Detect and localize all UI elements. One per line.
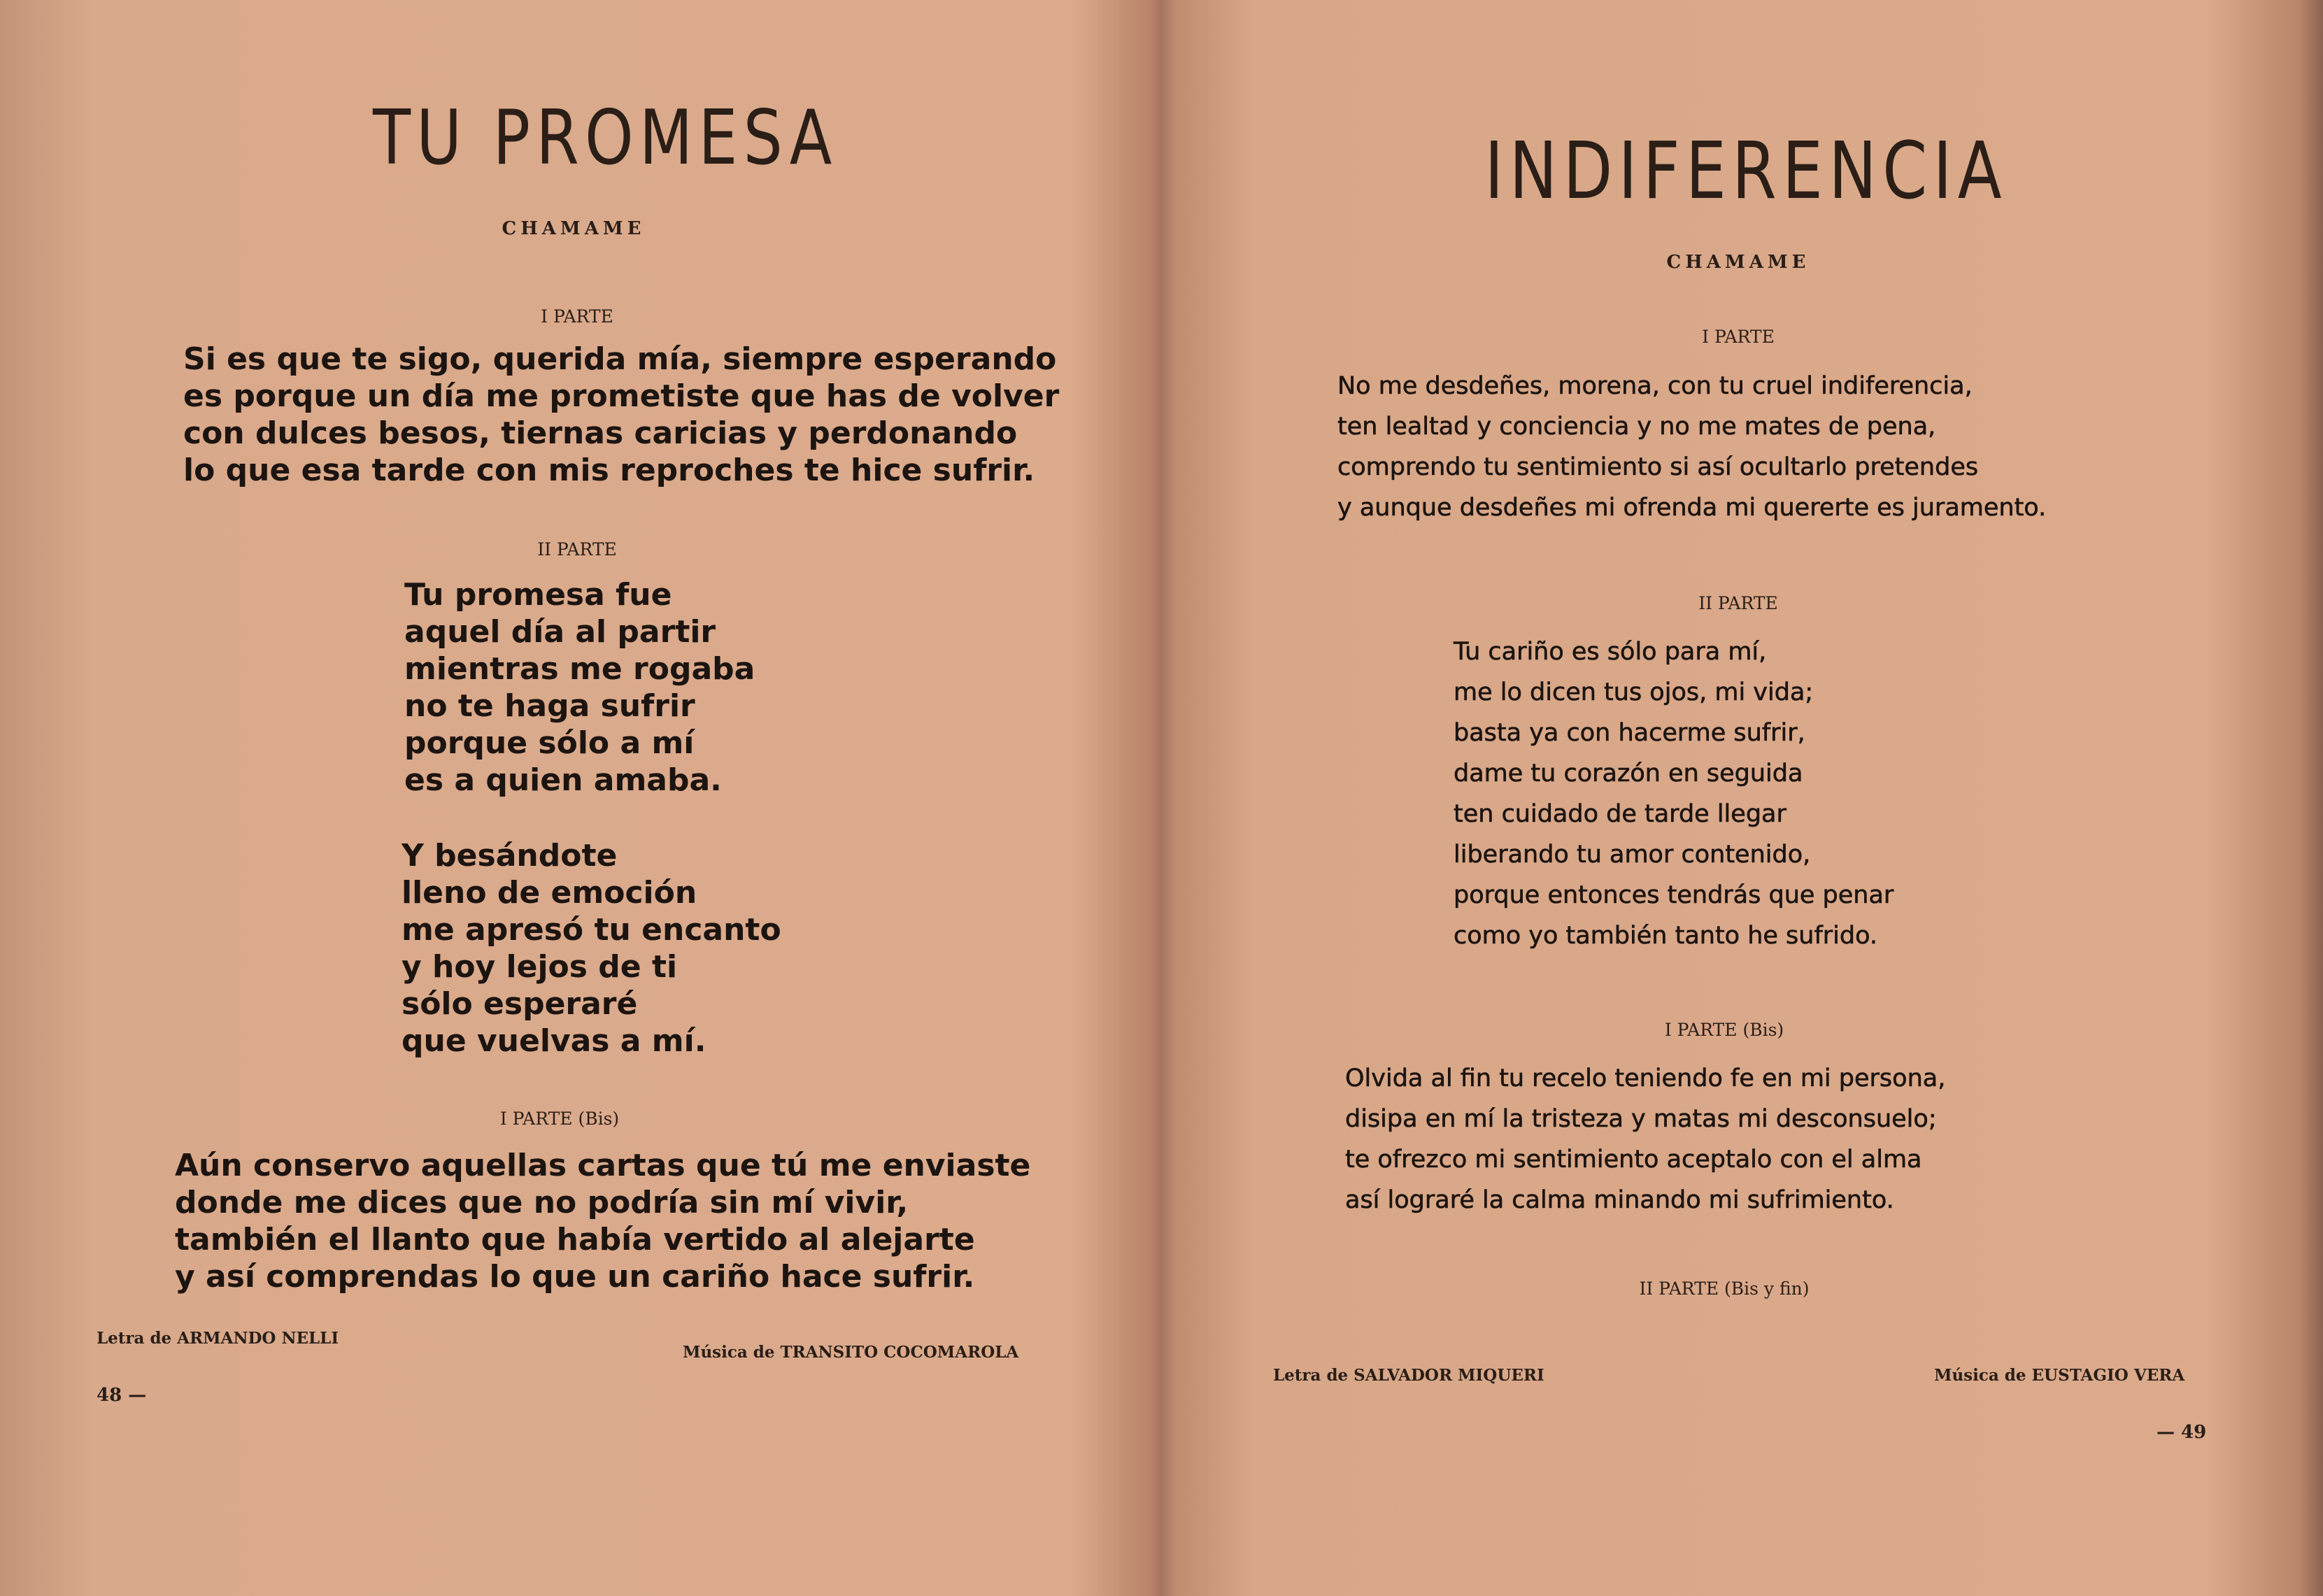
page-number: 48 —: [97, 1385, 147, 1406]
verse-line: te ofrezco mi sentimiento aceptalo con el alma: [1345, 1146, 1922, 1174]
section-label: II PARTE: [537, 539, 617, 560]
verse-line: Olvida al fin tu recelo teniendo fe en mi persona,: [1345, 1064, 1946, 1092]
song-title: TU PROMESA: [373, 94, 838, 182]
verse-line: dame tu corazón en seguida: [1454, 760, 1803, 788]
song-title: INDIFERENCIA: [1484, 126, 2008, 217]
verse-line: Aún conservo aquellas cartas que tú me enviaste: [175, 1148, 1031, 1183]
verse-line: es porque un día me prometiste que has de volver: [183, 378, 1060, 414]
section-label: II PARTE (Bis y fin): [1639, 1278, 1810, 1299]
verse-line: con dulces besos, tiernas caricias y perdonando: [183, 415, 1018, 451]
verse-line: porque entonces tendrás que penar: [1454, 881, 1894, 909]
verse-line: me lo dicen tus ojos, mi vida;: [1454, 678, 1814, 706]
verse-block: [1337, 366, 2046, 528]
section-label: I PARTE (Bis): [499, 1109, 620, 1129]
verse-line: Si es que te sigo, querida mía, siempre esperando: [183, 341, 1057, 377]
verse-block: [402, 837, 781, 1060]
verse-line: ten lealtad y conciencia y no me mates de pena,: [1337, 413, 1936, 441]
verse-line: también el llanto que había vertido al alejarte: [175, 1222, 975, 1257]
verse-line: Tu cariño es sólo para mí,: [1454, 638, 1767, 666]
verse-line: liberando tu amor contenido,: [1454, 841, 1811, 869]
genre-label: CHAMAME: [1666, 252, 1810, 273]
verse-line: Tu promesa fue: [404, 577, 672, 613]
section-label: I PARTE: [541, 306, 613, 327]
verse-line: me apresó tu encanto: [402, 912, 781, 948]
verse-line: y aunque desdeñes mi ofrenda mi quererte es juramento.: [1337, 494, 2047, 522]
lyrics-credit: Letra de ARMANDO NELLI: [97, 1329, 339, 1348]
verse-line: porque sólo a mí: [404, 725, 695, 761]
page-number: — 49: [2157, 1422, 2207, 1443]
verse-line: no te haga sufrir: [404, 688, 695, 724]
verse-line: lleno de emoción: [402, 875, 697, 911]
music-credit: Música de EUSTAGIO VERA: [1934, 1366, 2185, 1385]
verse-block: [183, 341, 1059, 489]
verse-line: comprendo tu sentimiento si así ocultarlo pretendes: [1337, 453, 1979, 481]
music-credit: Música de TRANSITO COCOMAROLA: [683, 1343, 1019, 1362]
left-page: [0, 0, 1154, 1596]
verse-line: Y besándote: [402, 838, 618, 874]
section-label: I PARTE (Bis): [1664, 1020, 1784, 1040]
lyrics-credit: Letra de SALVADOR MIQUERI: [1273, 1366, 1544, 1385]
verse-line: y hoy lejos de ti: [402, 949, 678, 985]
section-label: II PARTE: [1698, 593, 1778, 613]
verse-line: basta ya con hacerme sufrir,: [1454, 719, 1805, 747]
verse-line: como yo también tanto he sufrido.: [1454, 922, 1878, 950]
verse-block: [1454, 632, 1894, 956]
verse-line: es a quien amaba.: [404, 762, 722, 798]
verse-line: donde me dices que no podría sin mí vivir,: [175, 1185, 909, 1220]
verse-block: [404, 576, 755, 799]
verse-line: lo que esa tarde con mis reproches te hice sufrir.: [183, 453, 1035, 488]
verse-line: y así comprendas lo que un cariño hace sufrir.: [175, 1259, 975, 1295]
verse-line: ten cuidado de tarde llegar: [1454, 800, 1786, 828]
right-page: [1165, 0, 2323, 1596]
verse-line: No me desdeñes, morena, con tu cruel indiferencia,: [1337, 372, 1973, 400]
verse-line: que vuelvas a mí.: [402, 1023, 706, 1059]
verse-line: así lograré la calma minando mi sufrimiento.: [1345, 1186, 1894, 1214]
verse-block: [1345, 1058, 1945, 1220]
verse-line: mientras me rogaba: [404, 651, 755, 687]
section-label: I PARTE: [1702, 327, 1775, 347]
genre-label: CHAMAME: [502, 218, 646, 239]
verse-line: disipa en mí la tristeza y matas mi desconsuelo;: [1345, 1105, 1937, 1133]
verse-line: sólo esperaré: [402, 986, 638, 1022]
verse-line: aquel día al partir: [404, 614, 716, 650]
verse-block: [175, 1147, 1030, 1295]
